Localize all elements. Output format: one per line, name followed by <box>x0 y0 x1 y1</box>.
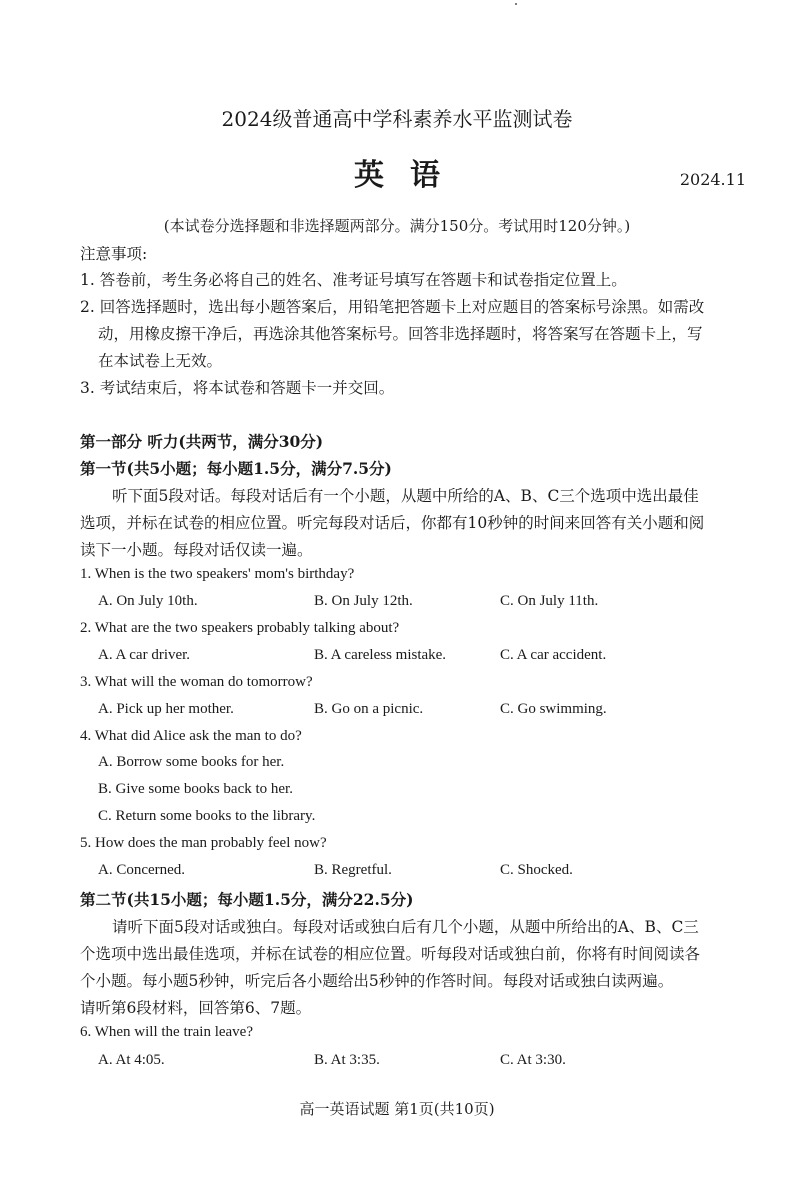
exam-title: 2024级普通高中学科素养水平监测试卷 <box>221 107 573 131</box>
question-5-stem: 5. How does the man probably feel now? <box>80 835 327 851</box>
question-5-option-c: C. Shocked. <box>500 862 573 878</box>
question-3-option-c: C. Go swimming. <box>500 701 607 717</box>
exam-note: (本试卷分选择题和非选择题两部分。满分150分。考试用时120分钟。) <box>163 217 631 235</box>
part1-heading: 第一部分 听力(共两节，满分30分) <box>80 432 324 451</box>
subject-title: 英语 <box>354 158 466 193</box>
notice-line: 3. 考试结束后，将本试卷和答题卡一并交回。 <box>80 379 395 397</box>
section1-instruction: 读下一小题。每段对话仅读一遍。 <box>80 541 313 559</box>
question-1-option-c: C. On July 11th. <box>500 593 599 609</box>
question-1-option-a: A. On July 10th. <box>98 593 198 609</box>
page-footer: 高一英语试题 第1页(共10页) <box>299 1100 495 1118</box>
question-6-option-c: C. At 3:30. <box>500 1052 566 1068</box>
question-3-option-a: A. Pick up her mother. <box>98 701 234 717</box>
question-6-stem: 6. When will the train leave? <box>80 1024 253 1040</box>
section2-instruction: 请听下面5段对话或独白。每段对话或独白后有几个小题，从题中所给出的A、B、C三 <box>112 918 699 936</box>
section2-heading: 第二节(共15小题；每小题1.5分，满分22.5分) <box>80 890 414 909</box>
question-4-option-a: A. Borrow some books for her. <box>98 754 285 770</box>
section2-instruction: 个选项中选出最佳选项，并标在试卷的相应位置。听每段对话或独白前，你将有时间阅读各 <box>80 945 701 963</box>
question-2-option-a: A. A car driver. <box>98 647 191 663</box>
question-1-stem: 1. When is the two speakers' mom's birthday? <box>80 566 355 582</box>
question-3-option-b: B. Go on a picnic. <box>314 701 424 717</box>
scan-speck <box>515 3 517 5</box>
notice-heading: 注意事项: <box>80 245 148 263</box>
exam-date: 2024.11 <box>679 170 746 189</box>
question-4-stem: 4. What did Alice ask the man to do? <box>80 728 302 744</box>
section1-instruction: 听下面5段对话。每段对话后有一个小题，从题中所给的A、B、C三个选项中选出最佳 <box>112 487 699 505</box>
question-2-stem: 2. What are the two speakers probably talking about? <box>80 620 400 636</box>
question-2-option-b: B. A careless mistake. <box>314 647 447 663</box>
question-3-stem: 3. What will the woman do tomorrow? <box>80 674 313 690</box>
section2-instruction: 个小题。每小题5秒钟，听完后各小题给出5秒钟的作答时间。每段对话或独白读两遍。 <box>80 972 674 990</box>
question-5-option-a: A. Concerned. <box>98 862 186 878</box>
section1-heading: 第一节(共5小题；每小题1.5分，满分7.5分) <box>80 459 392 478</box>
question-5-option-b: B. Regretful. <box>314 862 392 878</box>
question-6-option-a: A. At 4:05. <box>98 1052 165 1068</box>
material-6-prompt: 请听第6段材料，回答第6、7题。 <box>80 999 312 1017</box>
question-1-option-b: B. On July 12th. <box>314 593 413 609</box>
section1-instruction: 选项，并标在试卷的相应位置。听完每段对话后，你都有10秒钟的时间来回答有关小题和阅 <box>80 514 705 532</box>
question-2-option-c: C. A car accident. <box>500 647 607 663</box>
notice-line: 2. 回答选择题时，选出每小题答案后，用铅笔把答题卡上对应题目的答案标号涂黑。如需改 <box>80 298 705 316</box>
notice-line: 在本试卷上无效。 <box>98 352 223 370</box>
notice-line: 1. 答卷前，考生务必将自己的姓名、准考证号填写在答题卡和试卷指定位置上。 <box>80 271 627 289</box>
question-4-option-c: C. Return some books to the library. <box>98 808 316 824</box>
notice-line: 动，用橡皮擦干净后，再选涂其他答案标号。回答非选择题时，将答案写在答题卡上，写 <box>98 325 703 343</box>
question-6-option-b: B. At 3:35. <box>314 1052 380 1068</box>
question-4-option-b: B. Give some books back to her. <box>98 781 293 797</box>
